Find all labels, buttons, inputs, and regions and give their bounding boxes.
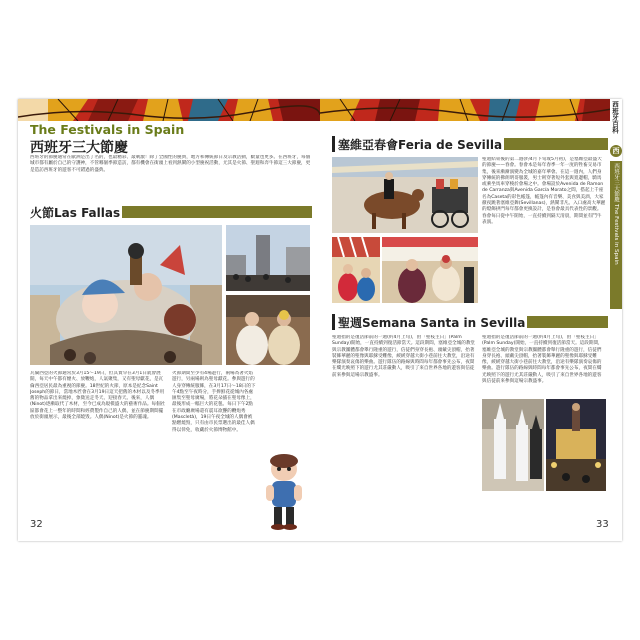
feria-heading — [332, 135, 608, 153]
book-spread — [18, 99, 622, 541]
feria-caseta-photo — [382, 237, 478, 303]
stained-glass-banner-right — [320, 99, 612, 121]
semana-santa-text-left: 聖週指的是復活節前的一週(約4月上旬)，由「聖枝主日」(Palm Sunday)開始，一直持續到復活節當天。這段期間，塞維亞全城的教堂與宗教團體都會舉行隆重的遊行，信徒們身穿長袍、頭戴尖頂帽，抬著裝飾華麗的聖像與耶穌受難像，緩緩穿越大街小巷前往大教堂，沿途有樂隊演奏哀傷的樂曲。遊行隊伍的路線與時間每年都會事先公布，夜間在燭光映照下的遊行尤其莊嚴動人，吸引了來自世界各地的遊客與信徒前來參與這場宗教盛事。 — [332, 335, 476, 378]
tab-label: 西班牙百科 — [611, 101, 619, 134]
tab-bar-text: 西班牙三大節慶 The Festivals in Spain — [613, 163, 619, 265]
fallas-column-2: 火節期間至少有4場遊行，兩場為著火焰遊行，另兩場則為聖母獻花。參與遊行的人身穿傳統服飾，在3月17日～18日的下午4點至午夜時分，手捧鮮花從城內各處匯集至聖母廣場，將花朵插在聖母像上，最後形成一幅巨大的花毯。每日下午2點在市政廳廣場還有震耳欲聾的鞭炮秀(Mascletà)，19日午夜全城的人偶會被點燃燒毀，只有由市民票選出的最佳人偶得以倖免，收藏於火節博物館中。 — [172, 371, 256, 433]
tab-circle-badge: 西 — [610, 145, 622, 157]
heading-bar — [332, 314, 335, 330]
fallas-sculpture-photo — [30, 225, 222, 365]
fallas-crowd-photo — [226, 225, 310, 291]
festivals-title-zh: 西班牙三大節慶 — [30, 140, 128, 156]
feria-text: 聖週結束後的第二週(約4月下旬或5月初)，是塞維亞最盛大的節慶——春會。春會本是每年春季一年一度的牲畜交易市集，後來漸漸演變為全城的嘉年華會。在這一週內，人們身穿傳統的佛朗明哥服裝，男士則穿著短外套與寬邊帽，騎馬或乘坐馬車穿梭於會場之中。會場設於Avenida de Ramon de Carranza與Avenida García Morato之間，搭起上千座名為Caseta的彩色帳篷，帳篷內有音樂、美食與美酒，大家徹夜跳著塞維亞舞(Sevillanas)，熱鬧非凡。入口處高大華麗的燈飾拱門每年都會更換設計，是春會最具代表性的景觀。春會每日從中午開始，一直持續到隔天清晨，期間並有鬥牛表演。 — [482, 157, 606, 225]
left-page — [18, 99, 320, 541]
fallas-column-1: 瓦倫西亞的火節通常於3月15～19日，但其實早在3月1日就會展開，每天中午都有煙火、放鞭炮，人氣聚集，又有聖母獻花，是瓦倫西亞居民最為重視的節慶。18世紀的火節，原本是紀念Saint Joseph的節日，當地木匠會在3月19日這天把舊的木材以及冬季用舊的物品拿出來燒掉，象徵送走冬天、迎接春天。後來，人偶(Ninot)逐漸取代了木材，至今已成為規模盛大的藝術作品。每個社區都會花上一整年的時間和經費製作自己的人偶，並在節慶期間擺放於街頭展示，最後全部燒毀。人偶(Ninot)是火節的靈魂。 — [30, 371, 166, 421]
feria-horse-carriage-photo — [332, 157, 478, 233]
feria-heading-text: 塞維亞春會Feria de Sevilla — [338, 137, 503, 152]
right-page — [320, 99, 622, 541]
procession-penitents-photo — [482, 399, 544, 491]
page-number-right: 33 — [596, 519, 609, 530]
heading-rule — [527, 316, 608, 328]
fallas-costume-photo — [226, 295, 310, 365]
semana-santa-text-right: 聖週指的是復活節前的一週(約4月上旬)，由「聖枝主日」(Palm Sunday)開始，一直持續到復活節當天。這段期間，塞維亞全城的教堂與宗教團體都會舉行隆重的遊行，信徒們身穿長袍、頭戴尖頂帽，抬著裝飾華麗的聖像與耶穌受難像，緩緩穿越大街小巷前往大教堂，沿途有樂隊演奏哀傷的樂曲。遊行隊伍的路線與時間每年都會事先公布，夜間在燭光映照下的遊行尤其莊嚴動人，吸引了來自世界各地的遊客與信徒前來參與這場宗教盛事。 — [482, 335, 603, 385]
semana-santa-heading — [332, 313, 608, 331]
las-fallas-heading — [30, 203, 312, 221]
ninot-figure-illustration — [258, 451, 310, 533]
page-number-left: 32 — [30, 519, 43, 530]
festivals-title-en: The Festivals in Spain — [30, 122, 185, 137]
feria-dancers-photo — [332, 237, 380, 303]
stained-glass-banner — [18, 99, 320, 121]
semana-santa-heading-text: 聖週Semana Santa in Sevilla — [338, 315, 526, 330]
intro-paragraph: 西班牙的節慶通常在歐洲是出了名的，也最精彩、最刺激！除了全國性的慶典，地方和傳統節日及宗教活動，數量也更多。在西班牙，每個城市都有屬於自己的守護神，不管哪個季節造訪，都有機會在街頭上看到熱鬧的小型慶祝活動，尤其是火節、聖週和奔牛節這三大節慶，更是造訪西班牙的遊客不可錯過的盛典。 — [30, 155, 311, 173]
section-side-tab — [610, 99, 622, 541]
heading-rule — [122, 206, 312, 218]
heading-rule — [504, 138, 608, 150]
heading-bar — [332, 136, 335, 152]
procession-float-photo — [546, 399, 606, 491]
las-fallas-heading-text: 火節Las Fallas — [30, 205, 121, 220]
